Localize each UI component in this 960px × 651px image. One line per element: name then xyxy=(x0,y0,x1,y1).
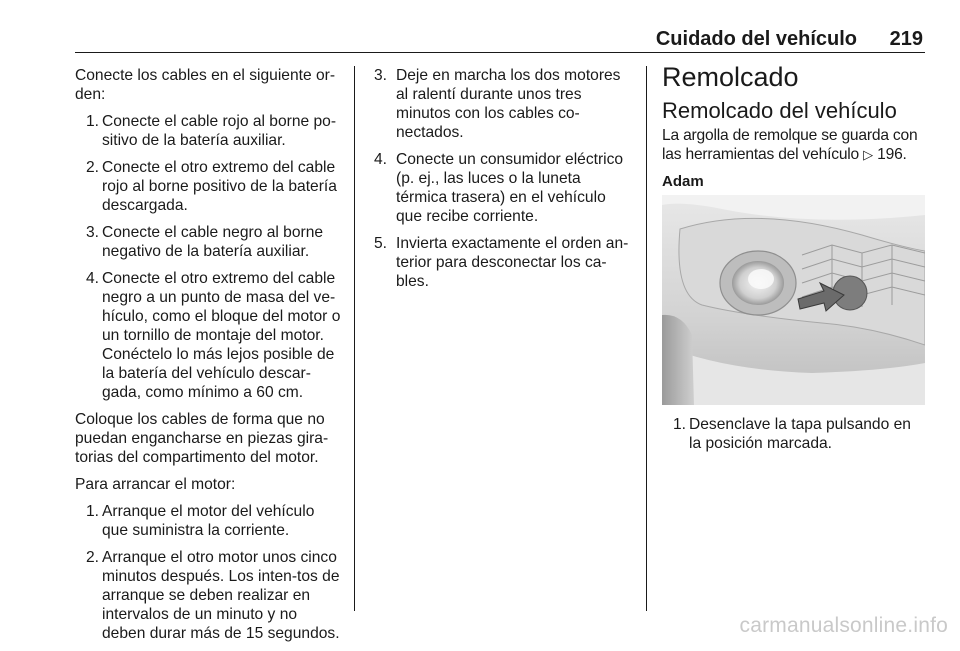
column-divider-2 xyxy=(646,66,647,611)
list-item: 1. Desenclave la tapa pulsando en la posición marcada. xyxy=(673,416,911,452)
column-2 xyxy=(374,66,632,299)
column-3 xyxy=(662,62,925,461)
connect-intro: Conecte los cables en el siguiente or-den: xyxy=(75,67,336,103)
column-divider-1 xyxy=(354,66,355,611)
reference-page[interactable]: 196. xyxy=(877,146,907,163)
list-item: 5. Invierta exactamente el orden an-terior para desconectar los ca-bles. xyxy=(374,235,629,290)
list-item: 3. Deje en marcha los dos motores al ralentí durante unos tres minutos con los cables co-nectados. xyxy=(374,67,621,141)
bumper-cover-photo xyxy=(662,195,925,405)
watermark-text: carmanualsonline.info xyxy=(739,614,948,637)
connect-steps-list xyxy=(75,112,341,402)
towing-eye-paragraph: La argolla de remolque se guarda con las herramientas del vehículo ▷ 196. xyxy=(662,127,918,163)
start-steps-list xyxy=(75,502,341,643)
towing-steps-list xyxy=(662,415,925,453)
continue-steps-list xyxy=(374,66,632,291)
list-item: 3. Conecte el cable negro al borne negativo de la batería auxiliar. xyxy=(86,224,324,260)
model-label: Adam xyxy=(662,173,704,190)
page-reference-arrow-icon: ▷ xyxy=(863,147,873,162)
section-heading: Remolcado xyxy=(662,62,799,92)
page-header xyxy=(75,26,925,53)
column-1 xyxy=(75,66,341,651)
list-item: 1. Conecte el cable rojo al borne po-sitivo de la batería auxiliar. xyxy=(86,113,337,149)
page-number: 219 xyxy=(889,28,923,50)
start-engine-intro: Para arrancar el motor: xyxy=(75,476,236,493)
list-item: 4. Conecte el otro extremo del cable negro a un punto de masa del ve-hículo, como el bloque del motor o un tornillo de montaje del motor. Conéctelo lo más lejos posible de la batería del vehículo descar-gada, como mínimo a 60 cm. xyxy=(86,270,341,401)
list-item: 2. Arranque el otro motor unos cinco minutos después. Los inten-tos de arranque se deben realizar en intervalos de un minuto y no deben durar más de 15 segundos. xyxy=(86,549,340,642)
list-item: 2. Conecte el otro extremo del cable rojo al borne positivo de la batería descargada. xyxy=(86,159,337,214)
front-bumper-illustration xyxy=(662,195,925,405)
list-item: 4. Conecte un consumidor eléctrico (p. ej., las luces o la luneta térmica trasera) en el vehículo que recibe corriente. xyxy=(374,151,624,225)
cable-placement-paragraph: Coloque los cables de forma que no puedan engancharse en piezas gira-torias del compartimento del motor. xyxy=(75,411,329,466)
subsection-heading: Remolcado del vehículo xyxy=(662,98,897,123)
list-item: 1. Arranque el motor del vehículo que suministra la corriente. xyxy=(86,503,315,539)
section-title: Cuidado del vehículo xyxy=(655,28,857,50)
